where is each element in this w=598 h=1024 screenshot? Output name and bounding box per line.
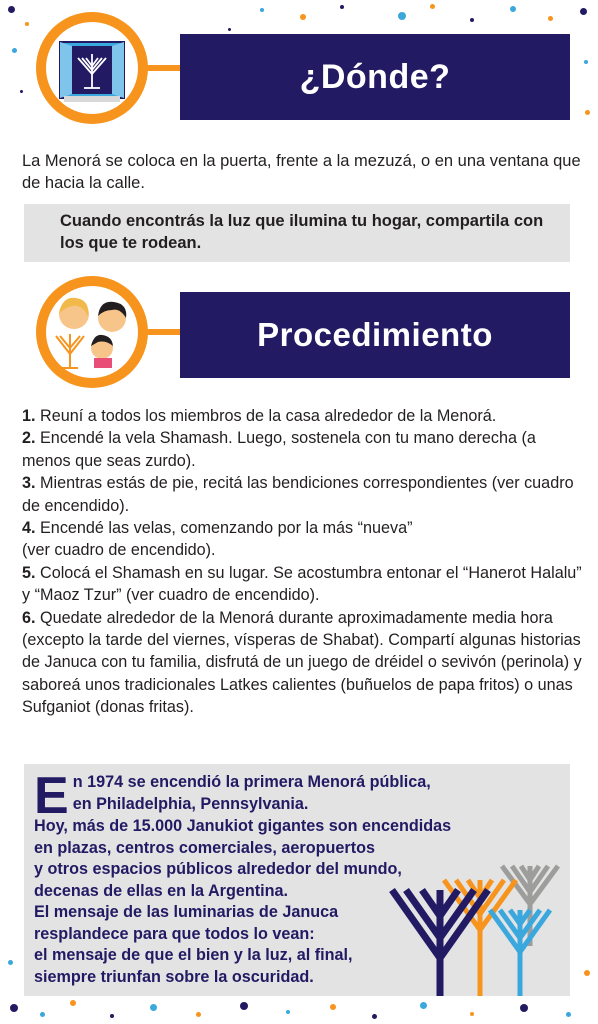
fact-line: resplandece para que todos lo vean: bbox=[34, 924, 315, 943]
fact-line: decenas de ellas en la Argentina. bbox=[34, 881, 289, 900]
section-title-donde: ¿Dónde? bbox=[180, 34, 570, 120]
fact-line: el mensaje de que el bien y la luz, al final, bbox=[34, 946, 353, 964]
fact-line: en Philadelphia, Pennsylvania. bbox=[72, 794, 309, 813]
step-item: 3. Mientras estás de pie, recitá las bendiciones correspondientes (ver cuadro de encendido). bbox=[22, 474, 574, 515]
steps-list bbox=[22, 405, 588, 719]
step-item: 2. Encendé la vela Shamash. Luego, sostenela con tu mano derecha (a menos que seas zurdo). bbox=[22, 429, 536, 470]
fact-line: y otros espacios públicos alrededor del mundo, bbox=[34, 860, 402, 878]
highlight-quote: Cuando encontrás la luz que ilumina tu hogar, compartila con los que te rodean. bbox=[24, 204, 570, 262]
fact-line: n 1974 se encendió la primera Menorá pública, bbox=[72, 773, 431, 791]
dropcap-letter: E bbox=[34, 767, 69, 825]
step-item: 5. Colocá el Shamash en su lugar. Se acostumbra entonar el “Hanerot Halalu” y “Maoz Tzur” (ver cuadro de encendido). bbox=[22, 563, 582, 605]
fact-line: Hoy, más de 15.000 Janukiot gigantes son encendidas bbox=[34, 817, 452, 835]
family-menorah-icon bbox=[32, 272, 192, 392]
fact-line: en plazas, centros comerciales, aeropuertos bbox=[34, 838, 375, 857]
step-item: 1. Reuní a todos los miembros de la casa alrededor de la Menorá. bbox=[22, 407, 497, 425]
step-item-continuation: (ver cuadro de encendido). bbox=[22, 541, 216, 560]
fact-box bbox=[24, 764, 570, 996]
section-title-procedimiento: Procedimiento bbox=[180, 292, 570, 378]
fact-line: El mensaje de las luminarias de Januca bbox=[34, 903, 339, 921]
intro-paragraph: La Menorá se coloca en la puerta, frente a la mezuzá, o en una ventana que de hacia la calle. bbox=[22, 152, 581, 192]
step-item: 6. Quedate alrededor de la Menorá durante aproximadamente media hora (excepto la tarde del viernes, vísperas de Shabat). Compartí algunas historias de Januca con tu familia, disfrutá de un juego de dréidel o sevivón (perinola) y saboreá unos tradicionales Latkes calientes (buñuelos de papa fritos) o unas Sufganiot (donas fritas). bbox=[22, 608, 582, 717]
fact-line: siempre triunfan sobre la oscuridad. bbox=[34, 967, 314, 986]
fact-text bbox=[34, 767, 514, 988]
menorah-window-icon bbox=[32, 8, 192, 128]
step-item: 4. Encendé las velas, comenzando por la más “nueva” bbox=[22, 519, 413, 538]
